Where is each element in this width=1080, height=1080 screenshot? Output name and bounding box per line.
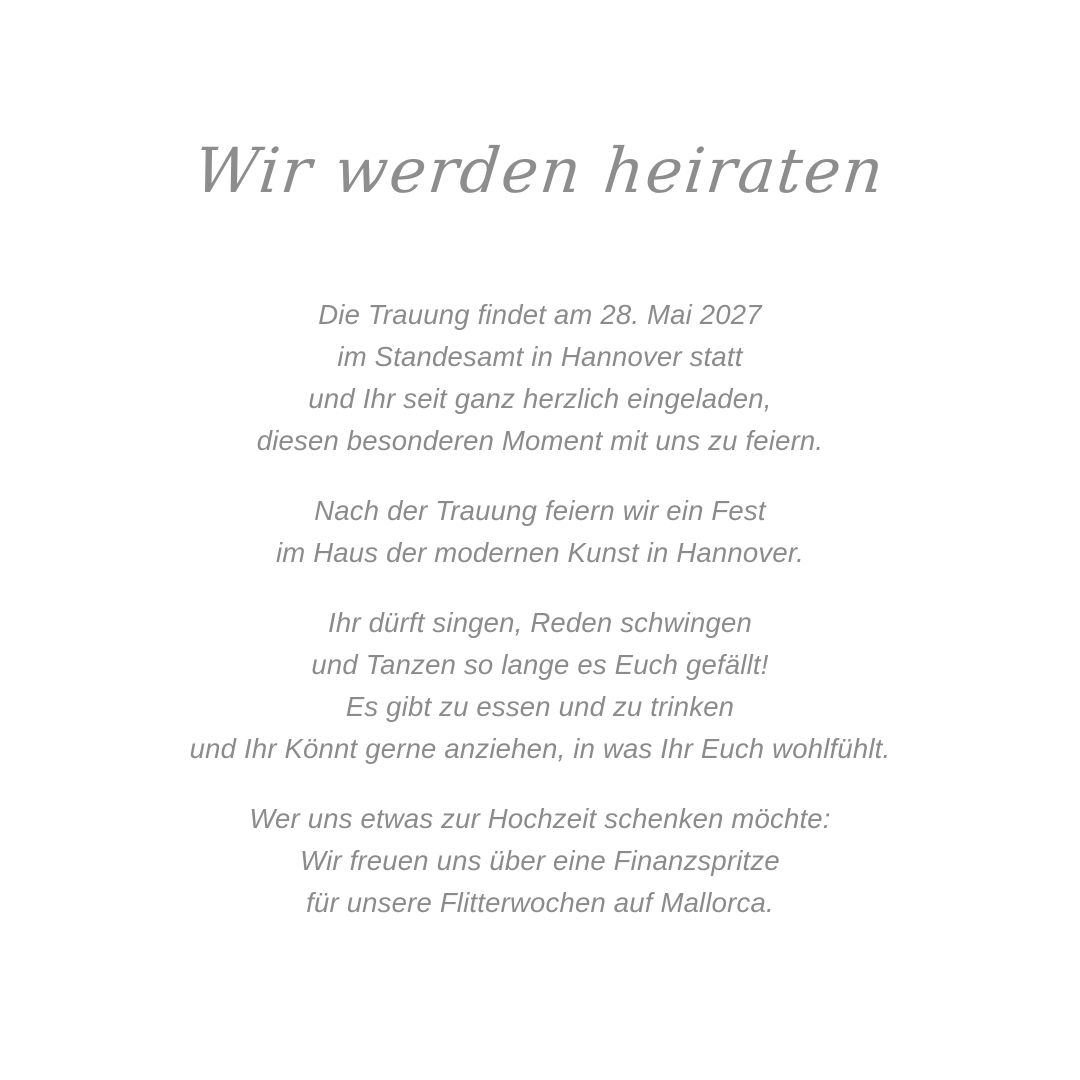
- text-line: Die Trauung findet am 28. Mai 2027: [318, 299, 762, 331]
- text-line: Wir freuen uns über eine Finanzspritze: [300, 845, 780, 877]
- text-line: im Haus der modernen Kunst in Hannover.: [275, 537, 805, 569]
- paragraph-party: [90, 490, 990, 574]
- text-line: und Tanzen so lange es Euch gefällt!: [311, 649, 769, 681]
- text-line: für unsere Flitterwochen auf Mallorca.: [306, 887, 774, 919]
- text-line: Nach der Trauung feiern wir ein Fest: [314, 495, 766, 527]
- text-line: und Ihr seit ganz herzlich eingeladen,: [308, 383, 772, 415]
- page-title: Wir werden heiraten: [191, 134, 889, 207]
- text-line: diesen besonderen Moment mit uns zu feiern.: [256, 425, 824, 457]
- text-line: im Standesamt in Hannover statt: [337, 341, 743, 373]
- paragraph-celebration: [90, 602, 990, 770]
- text-line: und Ihr Könnt gerne anziehen, in was Ihr Euch wohlfühlt.: [189, 733, 891, 765]
- invitation-body: [90, 294, 990, 924]
- text-line: Es gibt zu essen und zu trinken: [345, 691, 735, 723]
- text-line: Wer uns etwas zur Hochzeit schenken möchte:: [249, 803, 831, 835]
- paragraph-gifts: [90, 798, 990, 924]
- text-line: Ihr dürft singen, Reden schwingen: [328, 607, 752, 639]
- paragraph-ceremony: [90, 294, 990, 462]
